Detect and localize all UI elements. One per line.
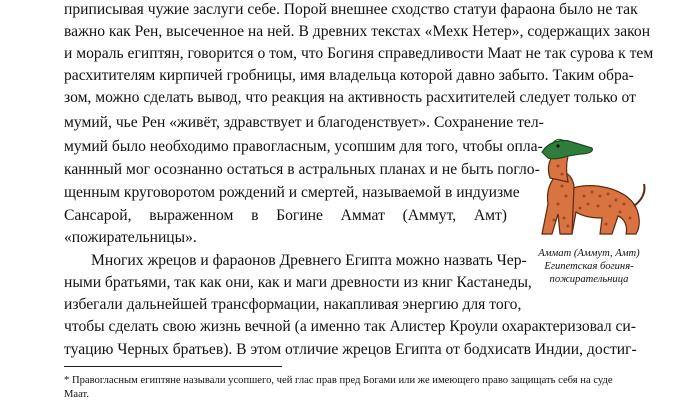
- body-line: и мораль египтян, говорится о том, что Богиня справедливости Маат не так сурова к тем: [64, 45, 654, 62]
- body-line: ными братьями, так как они, как и маги древности из книг Кастанеды,: [64, 274, 532, 291]
- figure-caption-line: Египетская богиня-: [544, 261, 634, 272]
- figure-caption-line: пожирательница: [549, 274, 629, 285]
- body-line: Многих жрецов и фараонов Древнего Египта можно назвать Чер-: [91, 252, 527, 269]
- body-line: туацию Черных братьев). В этом отличие жрецов Египта от бодхисатв Индии, достиг-: [64, 341, 637, 358]
- footnote-divider: [64, 366, 282, 367]
- footnote: * Правогласным египтяне называли усопшего, чей глас прав пред Богами или же имеющего право защищать себя на суде Маат.: [64, 375, 613, 400]
- body-line: каннный мог осознанно остаться в астральных планах и не быть погло-: [64, 161, 540, 178]
- body-line: избегали дальнейшей трансформации, накапливая энергию для того,: [64, 296, 522, 313]
- body-line: мумий было необходимо правогласным, усопшим для того, чтобы опла-: [64, 138, 543, 155]
- figure-caption-line: Аммат (Аммут, Амт): [538, 248, 640, 259]
- figure-caption: [520, 247, 658, 286]
- body-line: важно как Рен, высеченное на ней. В древних текстах «Мехк Нетер», содержащих закон: [64, 23, 651, 40]
- body-line: мумий, чье Рен «живёт, здравствует и благоденствует». Сохранение тел-: [64, 114, 544, 131]
- body-line: щенным круговоротом рождений и смертей, называемой в индуизме: [64, 184, 520, 201]
- body-line: «пожирательницы».: [64, 229, 197, 246]
- body-line: Сансарой, выраженном в Богине Аммат (Аммут, Амт): [64, 207, 507, 224]
- body-line: зом, можно сделать вывод, что реакция на активность расхитителей следует только от: [64, 89, 636, 106]
- body-line: приписывая чужие заслуги себе. Порой внешнее сходство статуи фараона было не так: [64, 1, 638, 18]
- body-line: расхитителям кирпичей гробницы, имя владельца которой давно забыто. Таким обра-: [64, 67, 634, 84]
- ammit-illustration-icon: [528, 134, 648, 244]
- body-line: чтобы сделать свою жизнь вечной (а именно так Алистер Кроули охарактеризовал си-: [64, 318, 636, 335]
